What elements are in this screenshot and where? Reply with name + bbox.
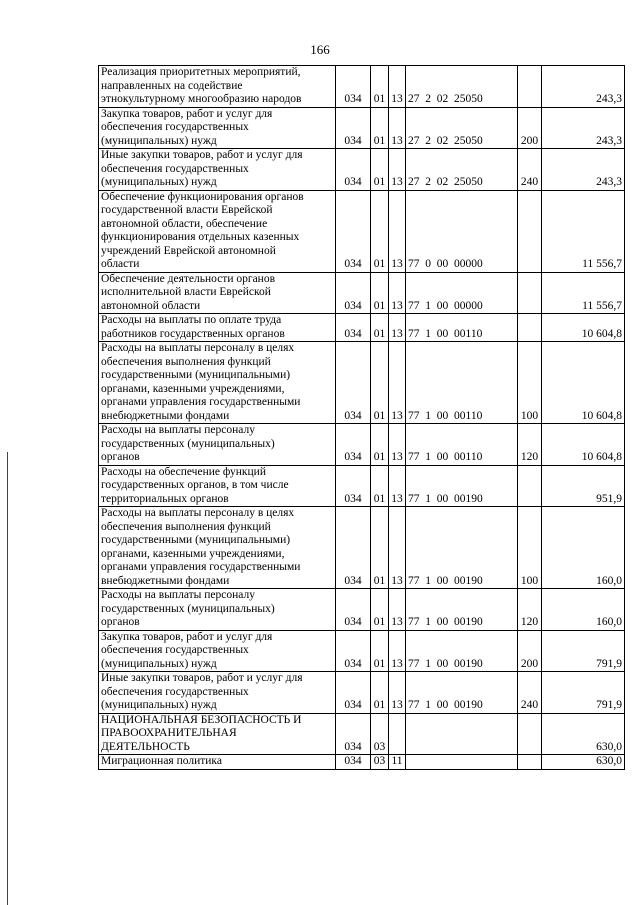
row-name-line: автономной области, обеспечение [101, 217, 268, 230]
table-row [99, 507, 625, 589]
row-subsection-code: 13 [389, 672, 406, 714]
table-row [99, 66, 625, 108]
table-row [99, 149, 625, 191]
row-subsection-code: 13 [389, 107, 406, 149]
row-section-code: 01 [371, 272, 389, 314]
row-name-line: ПРАВООХРАНИТЕЛЬНАЯ [101, 727, 237, 739]
row-expense-type-code: 120 [518, 424, 542, 466]
table-row [99, 190, 625, 272]
row-name-line: государственной власти Еврейской [101, 204, 273, 216]
row-name-line: обеспечения выполнения функций [101, 355, 271, 368]
row-name-line: Расходы на выплаты персоналу [101, 589, 255, 601]
row-expense-type-code: 100 [518, 342, 542, 424]
row-name-line: органов [101, 616, 140, 628]
row-subsection-code: 13 [389, 149, 406, 191]
row-name-line: Миграционная политика [101, 755, 222, 767]
row-name-line: автономной области [101, 299, 201, 312]
row-name-line: обеспечения выполнения функций [101, 520, 271, 533]
row-name [99, 713, 336, 755]
row-name [99, 107, 336, 149]
row-ved-code: 034 [336, 149, 371, 191]
row-name [99, 424, 336, 466]
row-ved-code: 034 [336, 190, 371, 272]
table-row [99, 672, 625, 714]
row-name-line: Расходы на обеспечение функций [101, 465, 266, 478]
page-number: 166 [310, 42, 330, 57]
row-name-line: территориальных органов [101, 492, 229, 505]
table-row [99, 107, 625, 149]
row-expense-type-code [518, 66, 542, 108]
row-name-line: органами управления государственными [101, 396, 301, 408]
table-row [99, 272, 625, 314]
row-name-line: области [101, 258, 140, 270]
row-target-code [406, 755, 518, 770]
row-expense-type-code: 240 [518, 149, 542, 191]
row-name-line: Иные закупки товаров, работ и услуг для [101, 149, 303, 161]
row-ved-code: 034 [336, 107, 371, 149]
row-name-line: учреждений Еврейской автономной [101, 244, 276, 257]
row-expense-type-code [518, 713, 542, 755]
row-name [99, 66, 336, 108]
row-ved-code: 034 [336, 630, 371, 672]
row-subsection-code: 13 [389, 465, 406, 507]
row-target-code: 77 1 00 00190 [406, 465, 518, 507]
row-amount: 243,3 [542, 149, 625, 191]
row-name-line: исполнительной власти Еврейской [101, 286, 271, 298]
row-amount: 951,9 [542, 465, 625, 507]
row-name-line: Расходы на выплаты персоналу в целях [101, 507, 295, 519]
row-amount: 243,3 [542, 66, 625, 108]
row-expense-type-code: 240 [518, 672, 542, 714]
row-name-line: государственных (муниципальных) [101, 602, 275, 615]
row-subsection-code [389, 713, 406, 755]
row-name-line: Расходы на выплаты по оплате труда [101, 314, 282, 326]
row-ved-code: 034 [336, 589, 371, 631]
row-name-line: (муниципальных) нужд [101, 176, 217, 188]
row-target-code: 77 1 00 00000 [406, 272, 518, 314]
scan-edge-line [7, 452, 8, 905]
row-amount: 791,9 [542, 630, 625, 672]
row-name [99, 589, 336, 631]
row-subsection-code: 13 [389, 66, 406, 108]
row-subsection-code: 13 [389, 507, 406, 589]
row-name-line: Обеспечение деятельности органов [101, 272, 276, 285]
row-section-code: 01 [371, 424, 389, 466]
row-section-code: 03 [371, 713, 389, 755]
row-amount: 10 604,8 [542, 342, 625, 424]
budget-table [98, 65, 625, 770]
row-section-code: 01 [371, 149, 389, 191]
row-subsection-code: 13 [389, 589, 406, 631]
row-name [99, 465, 336, 507]
row-name-line: государственных органов, в том числе [101, 479, 289, 491]
row-section-code: 01 [371, 589, 389, 631]
row-name-line: НАЦИОНАЛЬНАЯ БЕЗОПАСНОСТЬ И [101, 713, 302, 726]
row-name-line: государственными (муниципальными) [101, 369, 291, 381]
table-row [99, 465, 625, 507]
row-subsection-code: 11 [389, 755, 406, 770]
row-ved-code: 034 [336, 424, 371, 466]
row-target-code: 77 1 00 00110 [406, 424, 518, 466]
row-name-line: Иные закупки товаров, работ и услуг для [101, 672, 303, 684]
row-amount: 160,0 [542, 589, 625, 631]
row-section-code: 01 [371, 342, 389, 424]
table-row [99, 713, 625, 755]
row-expense-type-code: 120 [518, 589, 542, 631]
table-row [99, 630, 625, 672]
table-row [99, 589, 625, 631]
row-name-line: обеспечения государственных [101, 162, 249, 175]
row-subsection-code: 13 [389, 424, 406, 466]
row-expense-type-code: 100 [518, 507, 542, 589]
row-expense-type-code: 200 [518, 630, 542, 672]
row-name-line: этнокультурному многообразию народов [101, 93, 302, 105]
row-amount: 11 556,7 [542, 190, 625, 272]
row-ved-code: 034 [336, 66, 371, 108]
row-section-code: 01 [371, 507, 389, 589]
row-expense-type-code [518, 755, 542, 770]
row-target-code: 77 1 00 00110 [406, 342, 518, 424]
row-ved-code: 034 [336, 342, 371, 424]
row-subsection-code: 13 [389, 314, 406, 342]
row-ved-code: 034 [336, 272, 371, 314]
row-target-code: 77 1 00 00190 [406, 589, 518, 631]
table-row [99, 314, 625, 342]
row-target-code: 27 2 02 25050 [406, 66, 518, 108]
row-name-line: Расходы на выплаты персоналу в целях [101, 342, 295, 354]
row-section-code: 01 [371, 672, 389, 714]
row-name [99, 149, 336, 191]
row-subsection-code: 13 [389, 190, 406, 272]
row-target-code: 77 1 00 00110 [406, 314, 518, 342]
row-subsection-code: 13 [389, 342, 406, 424]
row-name [99, 190, 336, 272]
row-name [99, 507, 336, 589]
row-name [99, 755, 336, 770]
row-section-code: 01 [371, 66, 389, 108]
budget-table-body [99, 66, 625, 770]
row-name-line: обеспечения государственных [101, 121, 249, 133]
row-ved-code: 034 [336, 755, 371, 770]
row-name-line: направленных на содействие [101, 79, 243, 92]
row-expense-type-code [518, 314, 542, 342]
row-target-code: 77 1 00 00190 [406, 672, 518, 714]
row-name-line: органов [101, 451, 140, 463]
table-row [99, 755, 625, 770]
row-name [99, 630, 336, 672]
row-name [99, 672, 336, 714]
row-amount: 10 604,8 [542, 424, 625, 466]
row-section-code: 01 [371, 190, 389, 272]
row-name-line: ДЕЯТЕЛЬНОСТЬ [101, 740, 190, 753]
row-name-line: (муниципальных) нужд [101, 657, 217, 670]
row-amount: 791,9 [542, 672, 625, 714]
row-target-code: 77 0 00 00000 [406, 190, 518, 272]
row-name [99, 342, 336, 424]
row-name-line: внебюджетными фондами [101, 574, 230, 587]
row-name [99, 272, 336, 314]
row-section-code: 01 [371, 465, 389, 507]
row-name-line: органами, казенными учреждениями, [101, 382, 285, 395]
row-section-code: 01 [371, 630, 389, 672]
row-name-line: Закупка товаров, работ и услуг для [101, 630, 273, 643]
row-name-line: Расходы на выплаты персоналу [101, 424, 255, 436]
table-row [99, 342, 625, 424]
row-name-line: Обеспечение функционирования органов [101, 190, 304, 203]
row-expense-type-code [518, 272, 542, 314]
row-amount: 630,0 [542, 755, 625, 770]
row-name-line: органами управления государственными [101, 561, 301, 573]
row-ved-code: 034 [336, 507, 371, 589]
row-name-line: обеспечения государственных [101, 685, 249, 698]
row-ved-code: 034 [336, 314, 371, 342]
row-amount: 243,3 [542, 107, 625, 149]
row-name-line: Закупка товаров, работ и услуг для [101, 107, 273, 120]
row-amount: 160,0 [542, 507, 625, 589]
row-target-code: 77 1 00 00190 [406, 630, 518, 672]
row-ved-code: 034 [336, 672, 371, 714]
row-section-code: 01 [371, 107, 389, 149]
row-name-line: (муниципальных) нужд [101, 699, 217, 711]
row-target-code: 27 2 02 25050 [406, 149, 518, 191]
row-expense-type-code: 200 [518, 107, 542, 149]
row-amount: 10 604,8 [542, 314, 625, 342]
row-name [99, 314, 336, 342]
row-ved-code: 034 [336, 713, 371, 755]
row-name-line: обеспечения государственных [101, 644, 249, 656]
row-name-line: Реализация приоритетных мероприятий, [101, 66, 301, 78]
row-name-line: внебюджетными фондами [101, 409, 230, 422]
row-ved-code: 034 [336, 465, 371, 507]
row-expense-type-code [518, 465, 542, 507]
row-section-code: 01 [371, 314, 389, 342]
row-name-line: государственных (муниципальных) [101, 437, 275, 450]
row-name-line: (муниципальных) нужд [101, 134, 217, 147]
row-subsection-code: 13 [389, 272, 406, 314]
row-target-code: 27 2 02 25050 [406, 107, 518, 149]
row-name-line: функционирования отдельных казенных [101, 231, 300, 243]
row-section-code: 03 [371, 755, 389, 770]
row-target-code [406, 713, 518, 755]
row-name-line: работников государственных органов [101, 327, 285, 340]
row-name-line: государственными (муниципальными) [101, 534, 291, 546]
row-name-line: органами, казенными учреждениями, [101, 547, 285, 560]
row-expense-type-code [518, 190, 542, 272]
table-row [99, 424, 625, 466]
row-target-code: 77 1 00 00190 [406, 507, 518, 589]
row-subsection-code: 13 [389, 630, 406, 672]
row-amount: 630,0 [542, 713, 625, 755]
row-amount: 11 556,7 [542, 272, 625, 314]
